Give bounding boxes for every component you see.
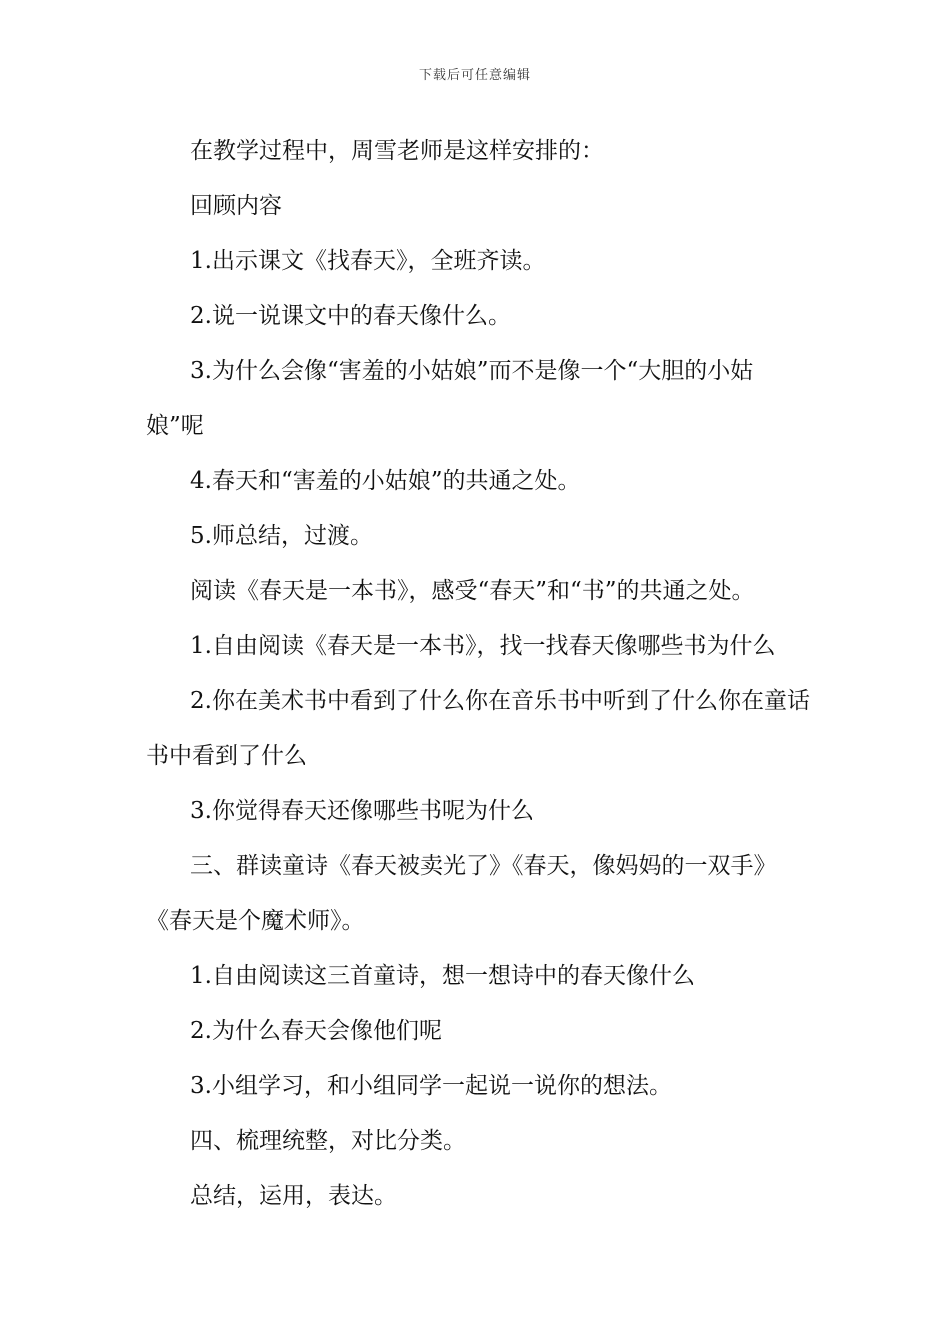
- paragraph: 在教学过程中，周雪老师是这样安排的：: [190, 138, 604, 164]
- section-heading: 回顾内容: [190, 193, 282, 219]
- section-heading-continuation: 《春天是个魔术师》。: [146, 908, 365, 934]
- section-heading: 三、群读童诗《春天被卖光了》《春天，像妈妈的一双手》: [190, 853, 777, 879]
- section-heading: 四、梳理统整，对比分类。: [190, 1128, 466, 1154]
- list-item: 2.说一说课文中的春天像什么。: [190, 303, 511, 329]
- list-item: 3.为什么会像“害羞的小姑娘”而不是像一个“大胆的小姑: [190, 358, 754, 384]
- list-item: 1.自由阅读《春天是一本书》，找一找春天像哪些书为什么: [190, 633, 776, 659]
- list-item: 2.为什么春天会像他们呢: [190, 1018, 442, 1044]
- list-item: 1.出示课文《找春天》，全班齐读。: [190, 248, 546, 274]
- paragraph: 总结，运用，表达。: [190, 1183, 397, 1209]
- document-body: [146, 124, 810, 1224]
- list-item: 1.自由阅读这三首童诗，想一想诗中的春天像什么: [190, 963, 695, 989]
- list-item: 5.师总结，过渡。: [190, 523, 373, 549]
- section-heading: 阅读《春天是一本书》，感受“春天”和“书”的共通之处。: [190, 578, 755, 604]
- list-item: 2.你在美术书中看到了什么你在音乐书中听到了什么你在童话: [190, 688, 810, 714]
- list-item: 3.小组学习，和小组同学一起说一说你的想法。: [190, 1073, 672, 1099]
- list-item: 4.春天和“害羞的小姑娘”的共通之处。: [190, 468, 581, 494]
- page-header: 下载后可任意编辑: [418, 68, 531, 83]
- list-item-continuation: 娘”呢: [146, 413, 204, 439]
- list-item-continuation: 书中看到了什么: [146, 743, 307, 769]
- list-item: 3.你觉得春天还像哪些书呢为什么: [190, 798, 534, 824]
